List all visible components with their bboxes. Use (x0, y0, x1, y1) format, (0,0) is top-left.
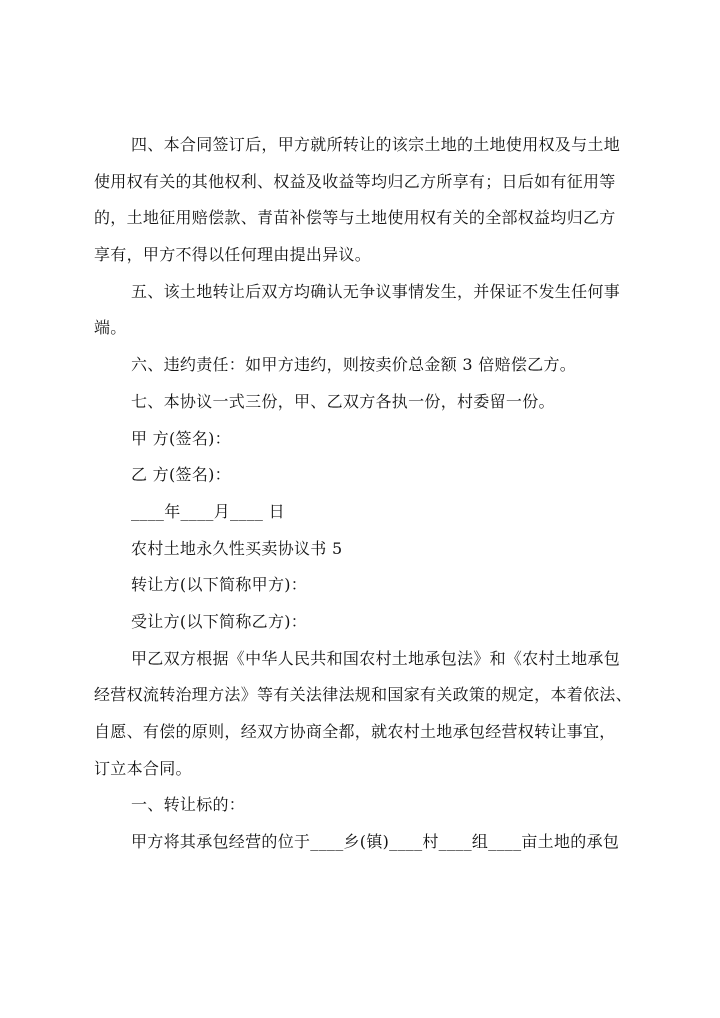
paragraph-line: 自愿、有偿的原则，经双方协商全都，就农村土地承包经营权转让事宜， (94, 722, 616, 741)
signature-line-party-b: 乙 方(签名)： (131, 465, 231, 485)
paragraph-line: 七、本协议一式三份，甲、乙双方各执一份，村委留一份。 (131, 391, 555, 411)
transferee-line: 受让方(以下简称乙方)： (131, 611, 308, 631)
paragraph-line: 甲乙双方根据《中华人民共和国农村土地承包法》和《农村土地承包 (131, 648, 621, 668)
paragraph-line: 经营权流转治理方法》等有关法律法规和国家有关政策的规定，本着依法、 (94, 685, 632, 705)
paragraph-line: 订立本合同。 (94, 758, 192, 778)
paragraph-line: 端。 (94, 318, 127, 338)
paragraph-line: 五、该土地转让后双方均确认无争议事情发生，并保证不发生任何事 (131, 281, 621, 301)
paragraph-line: 六、违约责任：如甲方违约，则按卖价总金额 3 倍赔偿乙方。 (131, 355, 577, 375)
signature-line-party-a: 甲 方(签名)： (131, 428, 231, 448)
document-title: 农村土地永久性买卖协议书 5 (131, 538, 343, 558)
paragraph-line: 享有，甲方不得以任何理由提出异议。 (94, 245, 372, 265)
paragraph-line: 的，土地征用赔偿款、青苗补偿等与土地使用权有关的全部权益均归乙方 (94, 208, 616, 228)
transferor-line: 转让方(以下简称甲方)： (131, 575, 308, 595)
date-line: ____年____月____ 日 (131, 501, 285, 521)
paragraph-line: 四、本合同签订后，甲方就所转让的该宗土地的土地使用权及与土地 (131, 135, 621, 154)
paragraph-line: 甲方将其承包经营的位于____乡(镇)____村____组____亩土地的承包 (131, 832, 620, 852)
document-body (94, 131, 634, 865)
section-heading: 一、转让标的： (131, 795, 246, 815)
paragraph-line: 使用权有关的其他权利、权益及收益等均归乙方所享有；日后如有征用等 (94, 171, 616, 191)
